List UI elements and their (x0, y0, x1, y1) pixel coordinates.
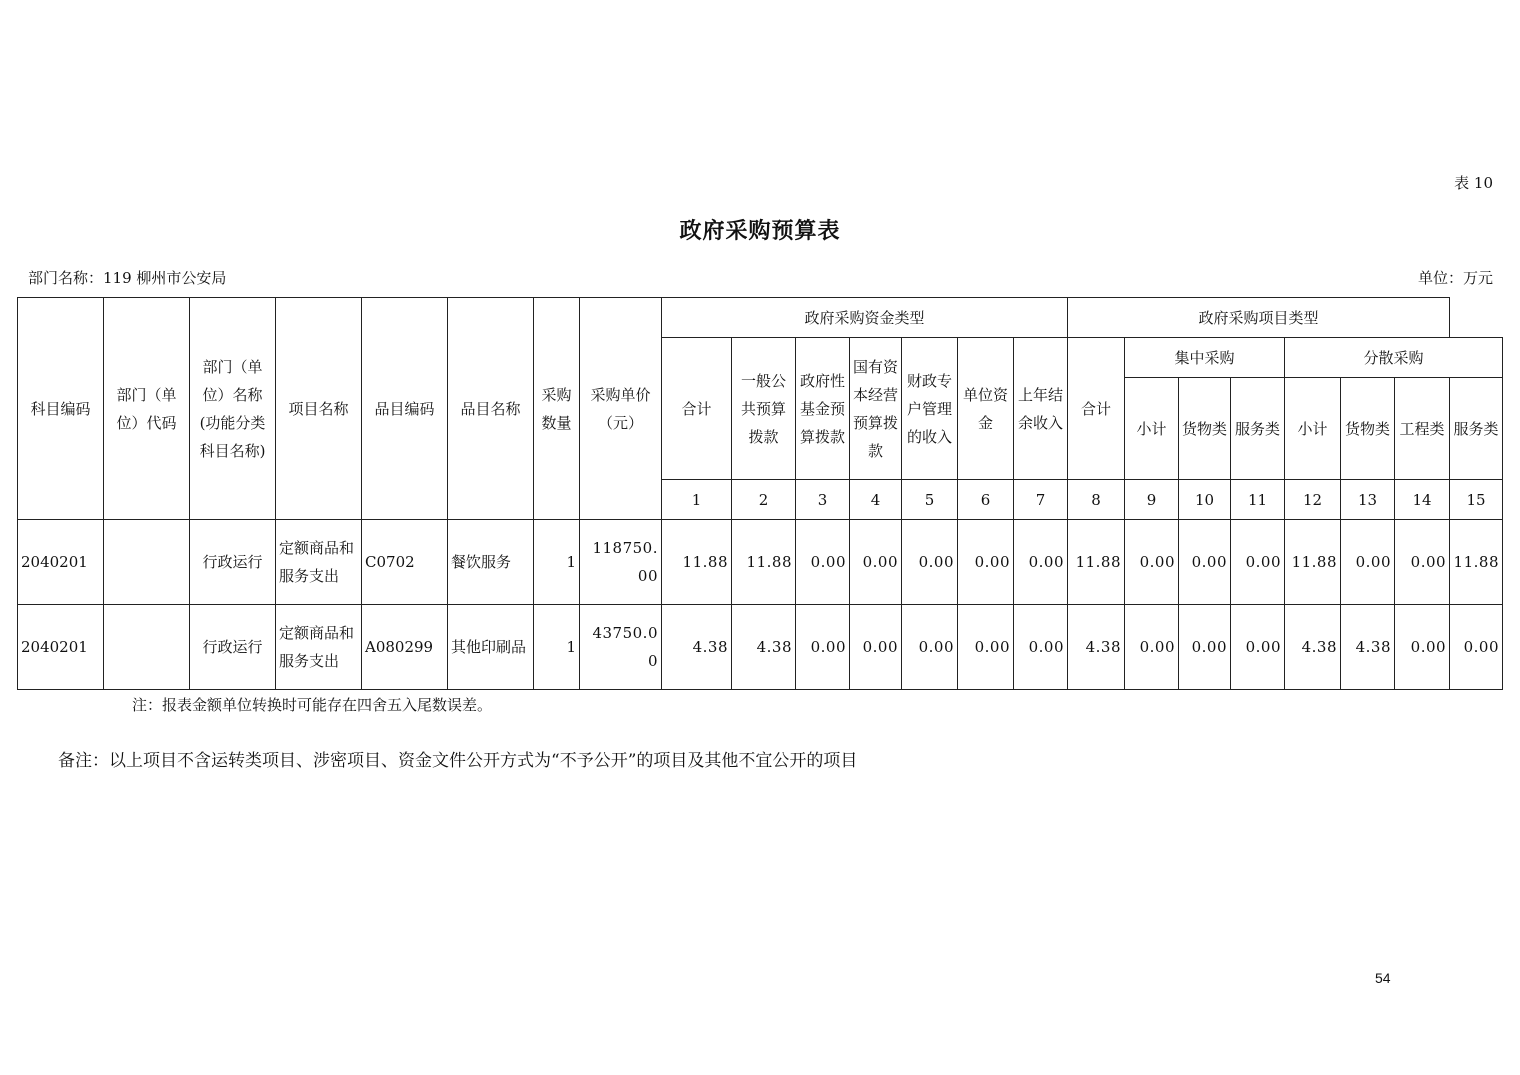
column-number: 10 (1179, 480, 1231, 520)
header-centralized-goods: 货物类 (1179, 378, 1231, 480)
header-item-code: 品目编码 (362, 298, 448, 520)
page-title: 政府采购预算表 (679, 218, 841, 244)
department-value: 119 柳州市公安局 (103, 269, 227, 287)
header-decentralized: 分散采购 (1285, 338, 1503, 378)
header-project-type-group: 政府采购项目类型 (1068, 298, 1450, 338)
header-row-group (18, 298, 1503, 338)
header-project-total: 合计 (1068, 338, 1125, 480)
department-label: 部门名称： (28, 269, 104, 287)
cell-unit-price: 43750.00 (580, 605, 662, 690)
cell-value: 0.00 (850, 605, 902, 690)
header-fund-type-group: 政府采购资金类型 (662, 298, 1068, 338)
column-number: 5 (902, 480, 958, 520)
column-number: 3 (796, 480, 850, 520)
header-decentralized-goods: 货物类 (1341, 378, 1395, 480)
cell-project-name: 定额商品和服务支出 (276, 605, 362, 690)
cell-value: 0.00 (1014, 520, 1068, 605)
header-unit-funds: 单位资金 (958, 338, 1014, 480)
table-number-label: 表 10 (1454, 174, 1493, 192)
cell-value: 0.00 (1125, 520, 1179, 605)
header-centralized: 集中采购 (1125, 338, 1285, 378)
column-number: 14 (1395, 480, 1450, 520)
table-row (18, 605, 1503, 690)
column-number: 6 (958, 480, 1014, 520)
rounding-note: 注：报表金额单位转换时可能存在四舍五入尾数误差。 (132, 696, 493, 714)
cell-value: 0.00 (902, 605, 958, 690)
header-dept-name: 部门（单位）名称(功能分类科目名称) (190, 298, 276, 520)
cell-value: 11.88 (1450, 520, 1503, 605)
column-number: 15 (1450, 480, 1503, 520)
cell-value: 0.00 (1341, 520, 1395, 605)
column-number: 12 (1285, 480, 1341, 520)
cell-value: 4.38 (732, 605, 796, 690)
remarks-note: 备注：以上项目不含运转类项目、涉密项目、资金文件公开方式为“不予公开”的项目及其他不宜公开的项目 (58, 751, 858, 771)
header-centralized-subtotal: 小计 (1125, 378, 1179, 480)
header-prev-balance: 上年结余收入 (1014, 338, 1068, 480)
cell-quantity: 1 (534, 520, 580, 605)
header-decentralized-engineering: 工程类 (1395, 378, 1450, 480)
header-state-capital: 国有资本经营预算拨款 (850, 338, 902, 480)
header-dept-code: 部门（单位）代码 (104, 298, 190, 520)
page-number: 54 (1375, 970, 1391, 986)
column-number: 8 (1068, 480, 1125, 520)
header-centralized-services: 服务类 (1231, 378, 1285, 480)
cell-value: 0.00 (1125, 605, 1179, 690)
cell-dept-code (104, 605, 190, 690)
cell-value: 0.00 (1395, 605, 1450, 690)
unit-label: 单位：万元 (1417, 269, 1493, 287)
cell-value: 0.00 (958, 605, 1014, 690)
cell-item-name: 其他印刷品 (448, 605, 534, 690)
cell-value: 11.88 (732, 520, 796, 605)
cell-item-name: 餐饮服务 (448, 520, 534, 605)
cell-value: 4.38 (1068, 605, 1125, 690)
header-project-name: 项目名称 (276, 298, 362, 520)
cell-value: 0.00 (1179, 520, 1231, 605)
column-number: 9 (1125, 480, 1179, 520)
header-fiscal-account: 财政专户管理的收入 (902, 338, 958, 480)
column-number: 7 (1014, 480, 1068, 520)
header-subject-code: 科目编码 (18, 298, 104, 520)
column-number: 2 (732, 480, 796, 520)
header-decentralized-services: 服务类 (1450, 378, 1503, 480)
cell-subject-code: 2040201 (18, 520, 104, 605)
cell-value: 0.00 (850, 520, 902, 605)
cell-project-name: 定额商品和服务支出 (276, 520, 362, 605)
header-decentralized-subtotal: 小计 (1285, 378, 1341, 480)
cell-value: 11.88 (662, 520, 732, 605)
header-gov-fund: 政府性基金预算拨款 (796, 338, 850, 480)
header-item-name: 品目名称 (448, 298, 534, 520)
cell-dept-name: 行政运行 (190, 605, 276, 690)
cell-subject-code: 2040201 (18, 605, 104, 690)
column-number: 13 (1341, 480, 1395, 520)
department-line (28, 267, 226, 288)
column-number: 1 (662, 480, 732, 520)
column-number: 11 (1231, 480, 1285, 520)
cell-value: 4.38 (662, 605, 732, 690)
cell-value: 0.00 (958, 520, 1014, 605)
cell-value: 0.00 (796, 520, 850, 605)
cell-value: 11.88 (1285, 520, 1341, 605)
cell-value: 0.00 (902, 520, 958, 605)
cell-quantity: 1 (534, 605, 580, 690)
cell-value: 4.38 (1285, 605, 1341, 690)
cell-item-code: A080299 (362, 605, 448, 690)
cell-dept-name: 行政运行 (190, 520, 276, 605)
table-row (18, 520, 1503, 605)
cell-value: 0.00 (1014, 605, 1068, 690)
cell-value: 0.00 (1231, 520, 1285, 605)
cell-unit-price: 118750.00 (580, 520, 662, 605)
header-quantity: 采购数量 (534, 298, 580, 520)
cell-value: 0.00 (1395, 520, 1450, 605)
header-general-budget: 一般公共预算拨款 (732, 338, 796, 480)
cell-item-code: C0702 (362, 520, 448, 605)
procurement-budget-table (17, 297, 1503, 690)
cell-value: 0.00 (1179, 605, 1231, 690)
cell-value: 0.00 (796, 605, 850, 690)
cell-value: 4.38 (1341, 605, 1395, 690)
header-fund-total: 合计 (662, 338, 732, 480)
cell-dept-code (104, 520, 190, 605)
cell-value: 0.00 (1450, 605, 1503, 690)
header-unit-price: 采购单价（元） (580, 298, 662, 520)
column-number: 4 (850, 480, 902, 520)
cell-value: 0.00 (1231, 605, 1285, 690)
cell-value: 11.88 (1068, 520, 1125, 605)
